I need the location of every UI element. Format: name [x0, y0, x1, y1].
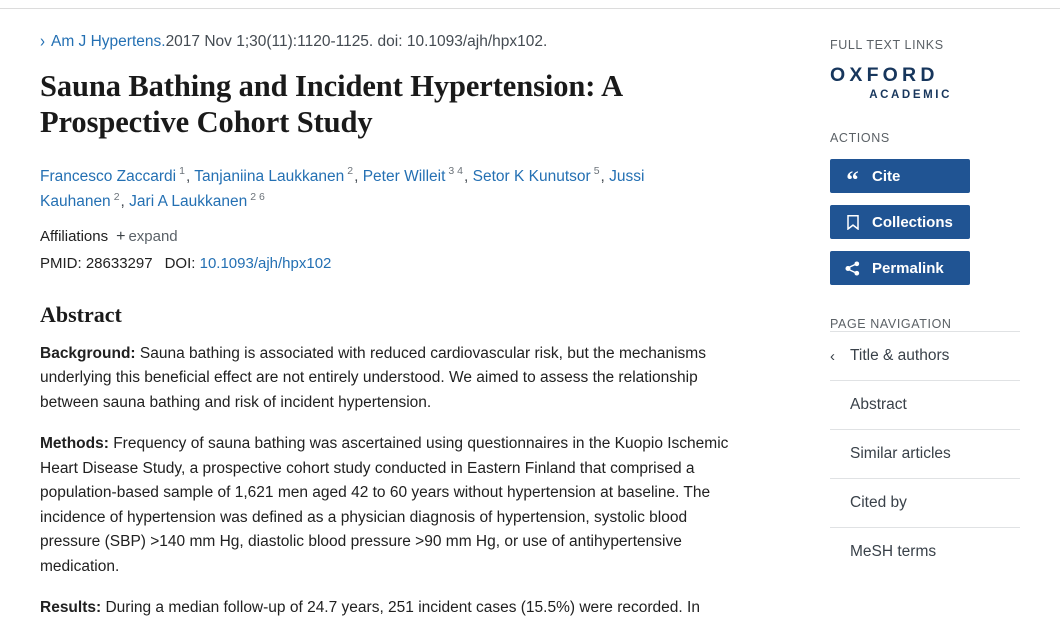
expand-label: expand	[128, 227, 178, 245]
author-link[interactable]: Tanjaniina Laukkanen	[194, 167, 345, 185]
top-divider-bar	[0, 0, 1060, 9]
author-link[interactable]: Francesco Zaccardi	[40, 167, 177, 185]
nav-item-similar-articles[interactable]	[830, 429, 1020, 478]
pmid-label: PMID:	[40, 254, 82, 272]
author-link[interactable]: Jussi Kauhanen	[40, 167, 645, 210]
oxford-logo-word: OXFORD	[830, 64, 939, 86]
chevron-left-icon: ‹	[830, 347, 835, 365]
abstract-section-text: During a median follow-up of 24.7 years, 251 incident cases (15.5%) were recorded. In	[101, 599, 700, 617]
nav-item-label: Abstract	[850, 396, 907, 413]
full-text-links-heading: FULL TEXT LINKS	[830, 38, 944, 52]
article-page	[0, 9, 1060, 617]
cite-button[interactable]: “ Cite	[830, 159, 970, 193]
abstract-section-methods	[40, 432, 745, 579]
abstract-section-background	[40, 342, 745, 415]
expand-affiliations-toggle[interactable]	[116, 228, 178, 245]
nav-item-mesh-terms[interactable]	[830, 527, 1020, 576]
oxford-academic-logo[interactable]	[830, 66, 954, 101]
nav-item-label: Similar articles	[850, 445, 951, 462]
abstract-section-text: Frequency of sauna bathing was ascertained using questionnaires in the Kuopio Ischemic Heart Disease Study, a prospective cohort study conducted in Eastern Finland that comprised a population-based sample of 1,621 men aged 42 to 60 years without hypertension at baseline. The incidence of hypertension was defined as a physician diagnosis of hypertension, systolic blood pressure (SBP) >140 mm Hg, diastolic blood pressure >90 mm Hg, or use of antihypertensive medication.	[40, 435, 729, 575]
author-link[interactable]: Setor K Kunutsor	[472, 167, 591, 185]
author-link[interactable]: Peter Willeit	[362, 167, 446, 185]
page-title: Sauna Bathing and Incident Hypertension: A Prospective Cohort Study	[40, 69, 622, 140]
author-affiliation-superscript[interactable]: 2	[113, 190, 120, 203]
abstract-section-label: Background:	[40, 344, 136, 362]
page-navigation-heading: PAGE NAVIGATION	[830, 317, 952, 331]
author-affiliation-superscript[interactable]: 2	[347, 165, 354, 178]
citation-line	[40, 31, 750, 53]
affiliations-label: Affiliations	[40, 227, 109, 245]
author-entry	[194, 165, 359, 185]
citation-details: 2017 Nov 1;30(11):1120-1125. doi: 10.1093/ajh/hpx102.	[165, 33, 548, 50]
nav-item-abstract[interactable]	[830, 380, 1020, 429]
nav-item-cited-by[interactable]	[830, 478, 1020, 527]
permalink-button-label: Permalink	[872, 259, 944, 277]
collections-button[interactable]	[830, 205, 970, 239]
page-navigation-list	[830, 331, 1020, 576]
oxford-logo-subtitle: ACADEMIC	[869, 88, 952, 101]
doi-label: DOI:	[164, 254, 196, 272]
author-separator: ,	[185, 167, 191, 185]
abstract-section-label: Methods:	[40, 435, 109, 453]
author-separator: ,	[354, 167, 359, 185]
doi-link[interactable]: 10.1093/ajh/hpx102	[199, 254, 332, 272]
author-entry	[129, 190, 266, 210]
abstract-section-text: Sauna bathing is associated with reduced cardiovascular risk, but the mechanisms underlying this beneficial effect are not entirely understood. We aimed to assess the relationship between sauna bathing and risk of incident hypertension.	[40, 344, 706, 411]
author-affiliation-superscript[interactable]: 3 4	[448, 165, 464, 178]
author-separator: ,	[120, 192, 125, 210]
share-icon	[844, 261, 861, 276]
author-entry	[362, 165, 469, 185]
article-sidebar	[790, 9, 1060, 600]
permalink-button[interactable]	[830, 251, 970, 285]
article-main-column	[0, 9, 790, 617]
author-entry	[472, 165, 605, 185]
nav-item-title-authors[interactable]	[830, 331, 1020, 380]
author-separator: ,	[600, 167, 605, 185]
abstract-section-label: Results:	[40, 599, 102, 617]
pmid-value: 28633297	[85, 254, 153, 272]
identifiers-row	[40, 255, 750, 272]
nav-item-label: Cited by	[850, 494, 907, 511]
abstract-section-results	[40, 596, 745, 620]
author-affiliation-superscript[interactable]: 2 6	[250, 190, 265, 203]
collections-button-label: Collections	[872, 213, 953, 231]
author-separator: ,	[464, 167, 469, 185]
author-link[interactable]: Jari A Laukkanen	[129, 192, 248, 210]
author-list	[40, 163, 730, 214]
journal-link[interactable]: Am J Hypertens.	[51, 33, 166, 50]
chevron-right-icon[interactable]: ›	[40, 31, 45, 52]
plus-icon: +	[116, 227, 126, 245]
nav-item-label: MeSH terms	[850, 543, 937, 560]
author-entry	[40, 165, 191, 185]
author-affiliation-superscript[interactable]: 5	[593, 165, 600, 178]
nav-item-label: Title & authors	[850, 347, 950, 364]
cite-button-label: Cite	[872, 167, 901, 185]
bookmark-icon	[844, 215, 861, 230]
abstract-heading: Abstract	[40, 301, 122, 327]
author-affiliation-superscript[interactable]: 1	[179, 165, 185, 178]
actions-heading: ACTIONS	[830, 131, 890, 145]
affiliations-row	[40, 228, 750, 246]
